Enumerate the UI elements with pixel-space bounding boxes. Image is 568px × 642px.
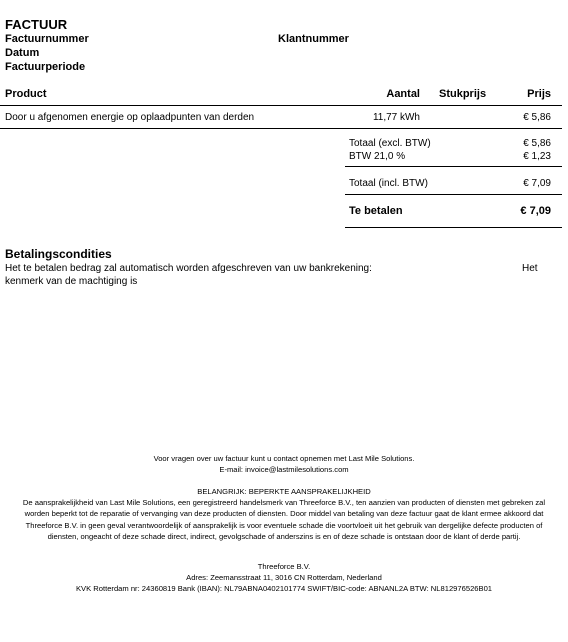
- footer-contact-line: Voor vragen over uw factuur kunt u contact opnemen met Last Mile Solutions.: [153, 454, 415, 463]
- footer-liability: [8, 486, 560, 542]
- invoice-title: FACTUUR: [5, 17, 68, 32]
- company-address: Adres: Zeemansstraat 11, 3016 CN Rotterdam, Nederland: [186, 573, 382, 583]
- payment-conditions-text-right: Het: [522, 263, 538, 274]
- vat-label: BTW 21,0 %: [349, 151, 406, 162]
- amount-due-label: Te betalen: [349, 205, 403, 217]
- table-row-divider: [0, 128, 562, 129]
- company-name: Threeforce B.V.: [257, 562, 311, 571]
- total-incl-label: Totaal (incl. BTW): [349, 178, 428, 189]
- footer-contact: [8, 453, 560, 475]
- customer-number-label: Klantnummer: [278, 33, 349, 45]
- liability-heading: BELANGRIJK: BEPERKTE AANSPRAKELIJKHEID: [197, 487, 371, 496]
- payment-mandate-reference: kenmerk van de machtiging is: [5, 276, 138, 287]
- total-divider: [345, 194, 562, 195]
- invoice-number-label: Factuurnummer: [5, 33, 89, 45]
- amount-due-divider: [345, 227, 562, 228]
- vat-value: € 1,23: [523, 151, 551, 162]
- total-incl-value: € 7,09: [523, 178, 551, 189]
- payment-conditions-heading: Betalingscondities: [5, 247, 112, 261]
- amount-due-value: € 7,09: [520, 205, 551, 217]
- invoice-date-label: Datum: [5, 47, 40, 59]
- payment-conditions-text: Het te betalen bedrag zal automatisch worden afgeschreven van uw bankrekening:: [5, 263, 372, 274]
- company-registration: KVK Rotterdam nr: 24360819 Bank (IBAN): NL79ABNA0402101774 SWIFT/BIC-code: ABNANL2A BTW: NL812976526B01: [75, 584, 493, 594]
- row-product: Door u afgenomen energie op oplaadpunten van derden: [5, 112, 255, 123]
- row-price: € 5,86: [523, 112, 551, 123]
- subtotal-value: € 5,86: [523, 138, 551, 149]
- column-header-quantity: Aantal: [386, 88, 420, 100]
- subtotal-label: Totaal (excl. BTW): [349, 138, 431, 149]
- liability-text: De aansprakelijkheid van Last Mile Solutions, een geregistreerd handelsmerk van Threeforce B.V., ten aanzien van producten of diensten met gebreken zal worden beperkt tot de reparatie of vervanging van deze producten of diensten. Door middel van betaling van deze factuur gaat de klant ermee akkoord dat Threeforce B.V. in geen geval verantwoordelijk of aansprakelijk is voor eventuele schade die voortvloeit uit het gebruik van dergelijke defecte producten of diensten, ongeacht of deze schade direct, indirect, gevolgschade of anderszins is en of deze schade is ontstaan door de klant of derde partij.: [22, 498, 546, 541]
- column-header-product: Product: [5, 88, 47, 100]
- row-quantity: 11,77 kWh: [372, 112, 420, 123]
- column-header-unit-price: Stukprijs: [439, 88, 487, 100]
- subtotal-divider: [345, 166, 562, 167]
- footer-email-line: E-mail: invoice@lastmilesolutions.com: [219, 465, 349, 475]
- footer-company: [8, 561, 560, 595]
- column-header-price: Prijs: [527, 88, 551, 100]
- table-header-divider: [0, 105, 562, 106]
- invoice-period-label: Factuurperiode: [5, 61, 86, 73]
